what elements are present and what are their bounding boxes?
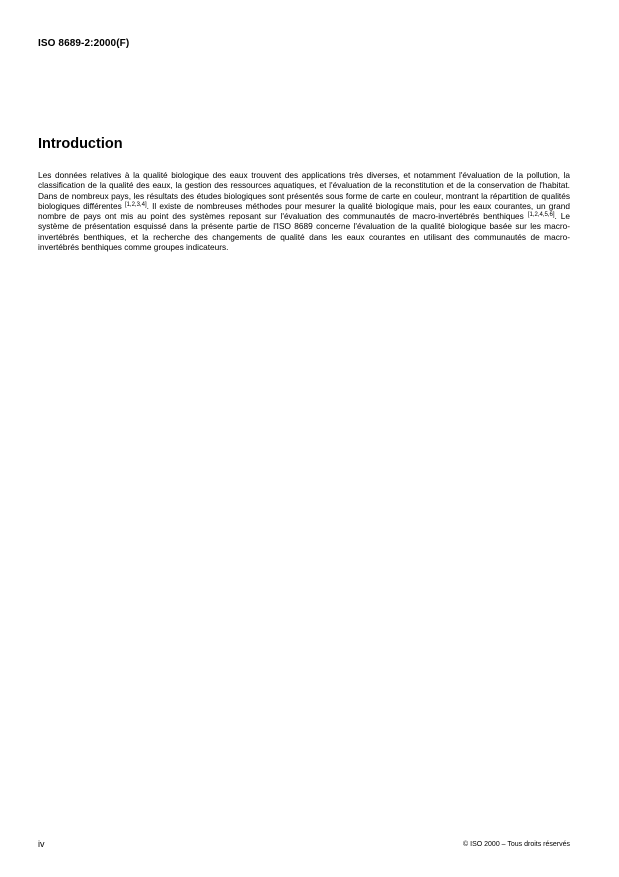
section-title: Introduction bbox=[38, 136, 123, 152]
document-id-header: ISO 8689-2:2000(F) bbox=[38, 38, 130, 49]
paragraph-text-part-2: . Il existe de nombreuses méthodes pour mesurer la qualité biologique mais, pour les eaux courantes, un grand nombre de pays ont mis au point des systèmes reposant sur l'évaluation des communautés de macro-invertébrés benthiques bbox=[38, 200, 570, 222]
reference-citation-2: [1,2,4,5,6] bbox=[527, 212, 555, 219]
page-number: iv bbox=[38, 839, 45, 849]
copyright-notice: © ISO 2000 – Tous droits réservés bbox=[463, 841, 570, 848]
introduction-paragraph bbox=[38, 170, 570, 252]
paragraph-text-part-3: . Le système de présentation esquissé dans la présente partie de l'ISO 8689 concerne l'évaluation de la qualité biologique basée sur les macro-invertébrés benthiques, et la recherche des changements de qualité dans les eaux courantes en utilisant des communautés de macro-invertébrés benthiques comme groupes indicateurs. bbox=[38, 211, 570, 253]
paragraph-text-part-1: Les données relatives à la qualité biologique des eaux trouvent des applications très diverses, et notamment l'évaluation de la pollution, la classification de la qualité des eaux, la gestion des ressources aquatiques, et l'évaluation de la reconstitution et de la conservation de l'habitat. Dans de nombreux pays, les résultats des études biologiques sont présentés sous forme de carte en couleur, montrant la répartition de qualités biologiques différentes bbox=[38, 170, 570, 211]
reference-citation-1: [1,2,3,4] bbox=[124, 201, 147, 208]
